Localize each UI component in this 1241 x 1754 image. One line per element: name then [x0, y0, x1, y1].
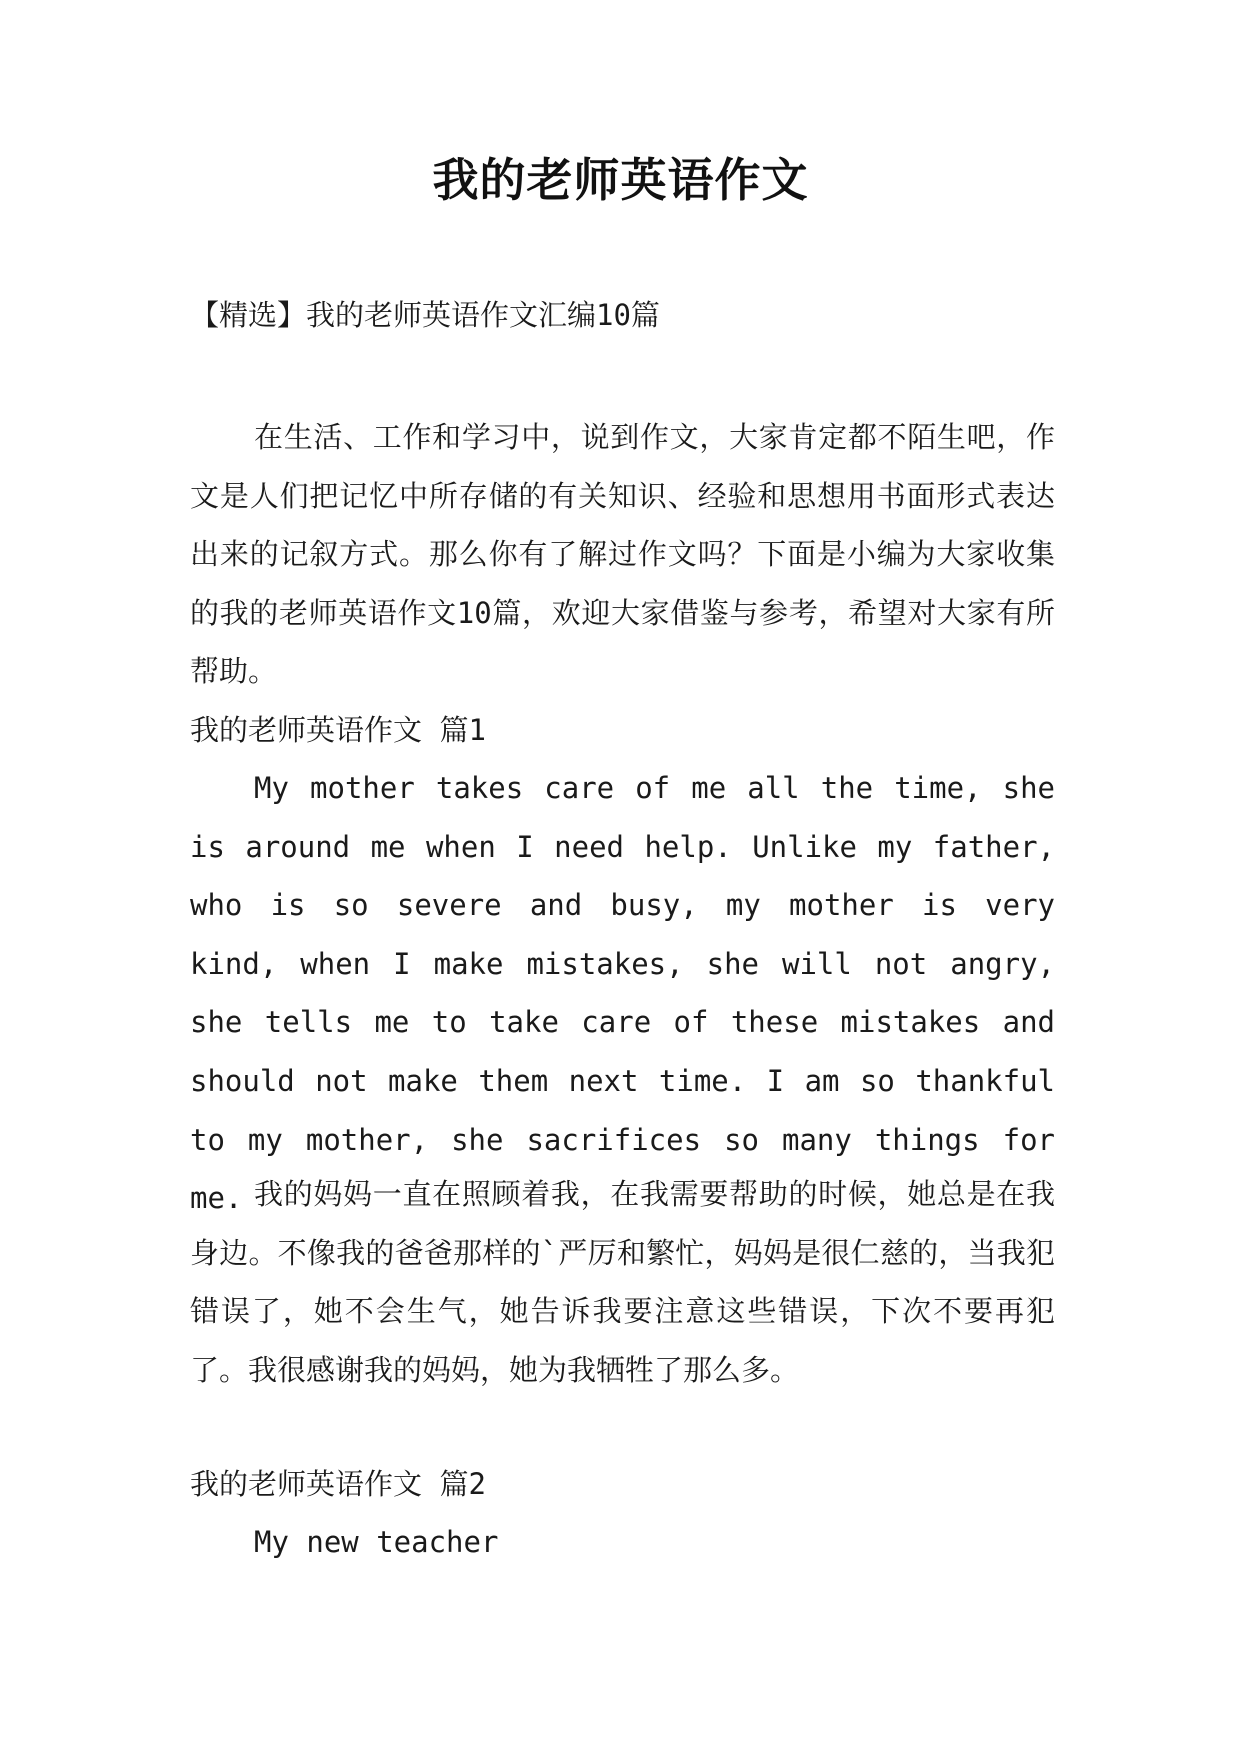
section-heading-1: 我的老师英语作文 篇1	[190, 713, 486, 747]
intro-paragraph: 在生活、工作和学习中，说到作文，大家肯定都不陌生吧，作文是人们把记忆中所存储的有关知识、经验和思想用书面形式表达出来的记叙方式。那么你有了解过作文吗？下面是小编为大家收集的我的老师英语作文10篇，欢迎大家借鉴与参考，希望对大家有所帮助。	[190, 420, 1055, 689]
document-title: 我的老师英语作文	[432, 153, 809, 207]
section-1-chinese-paragraph: 我的妈妈一直在照顾着我，在我需要帮助的时候，她总是在我身边。不像我的爸爸那样的`严厉和繁忙，妈妈是很仁慈的，当我犯错误了，她不会生气，她告诉我要注意这些错误，下次不要再犯了。我很感谢我的妈妈，她为我牺牲了那么多。	[190, 1177, 1055, 1387]
section-1-english-paragraph: My mother takes care of me all the time, she is around me when I need help. Unlike my father, who is so severe and busy, my mother is very kind, when I make mistakes, she will not angry, she tells me to take care of these mistakes and should not make them next time. I am so thankful to my mother, she sacrifices so many things for me.	[190, 771, 1055, 1216]
document-subtitle: 【精选】我的老师英语作文汇编10篇	[190, 298, 660, 332]
section-2-first-line: My new teacher	[254, 1525, 499, 1559]
section-heading-2: 我的老师英语作文 篇2	[190, 1467, 486, 1501]
